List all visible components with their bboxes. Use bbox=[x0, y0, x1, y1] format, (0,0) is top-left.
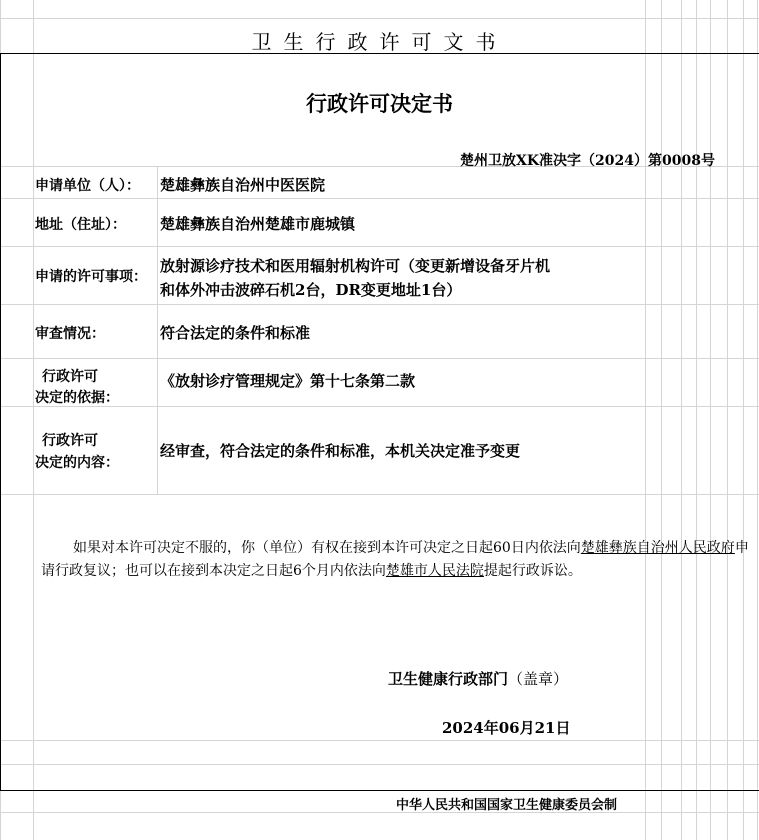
notice-government: 楚雄彝族自治州人民政府 bbox=[580, 540, 735, 556]
notice-court: 楚雄市人民法院 bbox=[385, 563, 484, 579]
footer-rule bbox=[0, 790, 759, 791]
decision-label-line2: 决定的内容： bbox=[35, 455, 119, 471]
gridline bbox=[0, 812, 759, 813]
permit-item-label: 申请的许可事项： bbox=[35, 269, 147, 285]
gridline bbox=[645, 0, 646, 840]
notice-part1: 如果对本许可决定不服的，你（单位）有权在接到本许可决定之日起60日内依法向 bbox=[73, 540, 581, 556]
gridline bbox=[661, 0, 662, 840]
notice-part2: 申请行政复议；也可以在接到本决定之日起6个月内依法向 bbox=[41, 540, 749, 579]
decision-label-line1: 行政许可 bbox=[42, 433, 98, 449]
gridline bbox=[0, 358, 759, 359]
gridline bbox=[0, 494, 759, 495]
gridline bbox=[727, 0, 728, 840]
gridline bbox=[0, 18, 759, 19]
gridline bbox=[743, 0, 744, 840]
permit-item-value-line2: 和体外冲击波碎石机2台，DR变更地址1台） bbox=[160, 281, 462, 299]
basis-value: 《放射诊疗管理规定》第十七条第二款 bbox=[160, 372, 416, 390]
review-label: 审查情况： bbox=[35, 326, 105, 342]
seal-note: （盖章） bbox=[508, 670, 569, 688]
notice-part3: 提起行政诉讼。 bbox=[483, 563, 582, 579]
document-number: 楚州卫放XK准决字（2024）第0008号 bbox=[460, 153, 715, 169]
department-name: 卫生健康行政部门 bbox=[388, 670, 509, 688]
header-title: 卫生行政许可文书 bbox=[251, 30, 508, 54]
issuing-department bbox=[388, 668, 568, 689]
gridline bbox=[0, 764, 759, 765]
applicant-label: 申请单位（人）： bbox=[35, 178, 140, 194]
gridline bbox=[0, 198, 759, 199]
gridline bbox=[33, 0, 34, 840]
document-title: 行政许可决定书 bbox=[306, 91, 453, 116]
gridline bbox=[0, 740, 759, 741]
gridline bbox=[681, 0, 682, 840]
gridline bbox=[710, 0, 711, 840]
gridline bbox=[0, 304, 759, 305]
basis-label-line1: 行政许可 bbox=[42, 369, 98, 385]
gridline bbox=[157, 166, 158, 494]
applicant-value: 楚雄彝族自治州中医医院 bbox=[160, 176, 326, 194]
gridline bbox=[696, 0, 697, 840]
decision-value: 经审查，符合法定的条件和标准，本机关决定准予变更 bbox=[160, 442, 521, 460]
permit-item-value-line1: 放射源诊疗技术和医用辐射机构许可（变更新增设备牙片机 bbox=[160, 257, 551, 275]
form-left-border bbox=[0, 54, 1, 791]
issuer-footer: 中华人民共和国国家卫生健康委员会制 bbox=[396, 798, 618, 813]
basis-label-line2: 决定的依据： bbox=[35, 390, 119, 406]
address-value: 楚雄彝族自治州楚雄市鹿城镇 bbox=[160, 215, 356, 233]
address-label: 地址（住址）： bbox=[35, 217, 126, 233]
gridline bbox=[757, 0, 758, 840]
gridline bbox=[0, 246, 759, 247]
appeal-notice bbox=[41, 537, 757, 583]
review-value: 符合法定的条件和标准 bbox=[160, 324, 311, 342]
issue-date: 2024年06月21日 bbox=[442, 719, 571, 737]
